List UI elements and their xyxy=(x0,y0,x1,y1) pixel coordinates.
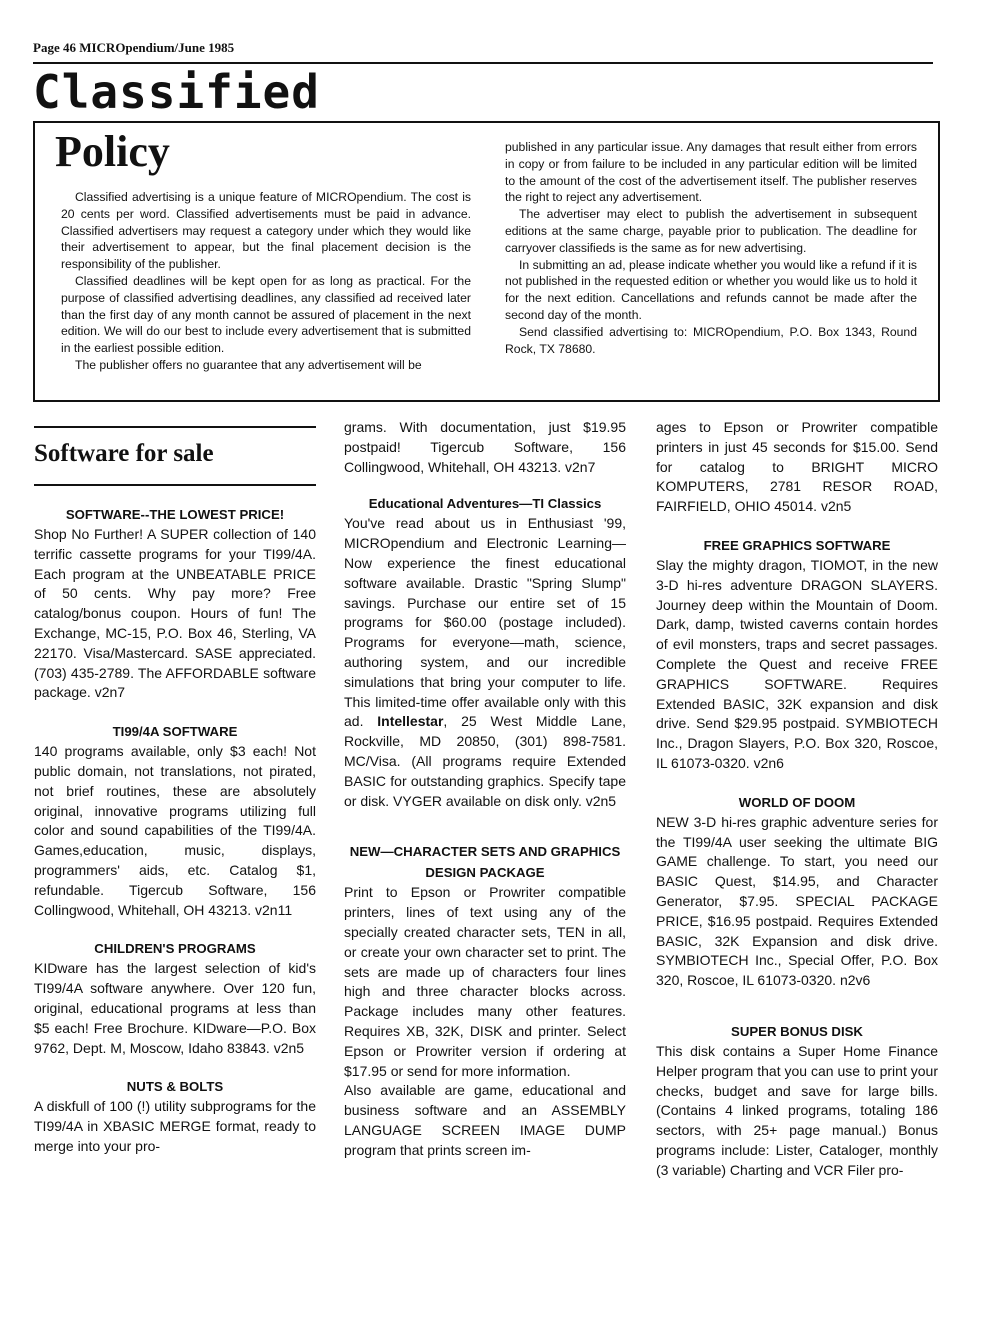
policy-box xyxy=(33,121,940,402)
ad-body-continued: ages to Epson or Prowriter compatible printers in just 45 seconds for $15.00. Send for catalog to BRIGHT MICRO KOMPUTERS, 2781 RESOR ROAD, FAIRFIELD, OHIO 45014. v2n5 xyxy=(656,419,938,515)
ad-body: Also available are game, educational and business software and an ASSEMBLY LANGUAGE SCREEN IMAGE DUMP program that prints screen im- xyxy=(344,1082,626,1158)
section-title: Software for sale xyxy=(34,440,214,467)
ad-heading: WORLD OF DOOM xyxy=(738,794,856,810)
policy-paragraph: published in any particular issue. Any damages that result either from errors in copy or from failure to be included in any particular edition will be limited to the amount of the cost of the advertisement itself. The publisher reserves the right to reject any advertisement. xyxy=(505,140,917,205)
policy-paragraph: In submitting an ad, please indicate whether you would like a refund if it is not published in the requested edition or whether you would like us to hold it for the next edition. Cancellations and refunds cannot be made after the second day of the month. xyxy=(505,257,917,322)
ad-body: KIDware has the largest selection of kid's TI99/4A software anywhere. Over 120 fun, original, educational programs at less than $5 each! Free Brochure. KIDware—P.O. Box 9762, Dept. M, Moscow, Idaho 83843. v2n5 xyxy=(34,960,316,1056)
ad-text: , 25 West Middle Lane, Rockville, MD 20850, (301) 898-7581. MC/Visa. (All programs require Extended BASIC for outstanding graphics. Specify tape or disk. VYGER available on disk only. v2n5 xyxy=(344,713,626,809)
ad-heading: FREE GRAPHICS SOFTWARE xyxy=(703,537,891,553)
policy-paragraph: The advertiser may elect to publish the advertisement in subsequent editions at the same charge, payable prior to publication. The deadline for carryover classifieds is the same as for new advertising. xyxy=(505,207,917,255)
section-rule-bottom xyxy=(34,484,316,486)
ad-heading: SUPER BONUS DISK xyxy=(731,1023,863,1039)
ad-heading: CHILDREN'S PROGRAMS xyxy=(94,941,256,957)
policy-right-column xyxy=(505,139,917,357)
ad-heading: NEW—CHARACTER SETS AND GRAPHICS DESIGN PACKAGE xyxy=(349,844,621,881)
ad-body: A diskfull of 100 (!) utility subprograms for the TI99/4A in XBASIC MERGE format, ready to merge into your pro- xyxy=(34,1098,316,1154)
page-folio: Page 46 MICROpendium/June 1985 xyxy=(33,40,235,55)
policy-left-column xyxy=(61,189,471,374)
ad-body: This disk contains a Super Home Finance Helper program that you can use to print your checks, budget and save for large bills. (Contains 4 linked programs, totaling 186 sectors, with 25+ page manual.) Bonus programs include: Lister, Cataloger, monthly (3 variable) Charting and VCR Filer pro- xyxy=(656,1042,938,1178)
ad-body xyxy=(344,514,626,811)
ad-heading: Educational Adventures—TI Classics xyxy=(368,496,602,512)
policy-paragraph: Classified advertising is a unique feature of MICROpendium. The cost is 20 cents per word. Classified advertisements must be paid in advance. Classified advertisers may request a category under which they would like their advertisement to appear, but the final placement decision is the responsibility of the publisher. xyxy=(61,190,471,272)
policy-title: Policy xyxy=(55,127,170,176)
ad-text: You've read about us in Enthusiast '99, MICROpendium and Electronic Learning—Now experience the finest educational software available. Drastic "Spring Slump" savings. Purchase our entire set of 15 programs for $60.00 (postage included). Programs for everyone—math, science, authoring system, and our incredible simulations that bring your computer to life. This limited-time offer available only with this ad. xyxy=(344,515,626,730)
ad-body: 140 programs available, only $3 each! Not public domain, not translations, not pirated, not brief routines, these are absolutely original, innovative programs utilizing full color and sound capabilities of the TI99/4A. Games,education, music, displays, programmers' aids, etc. Catalog $1, refundable. Tigercub Software, 156 Collingwood, Whitehall, OH 43213. v2n11 xyxy=(34,743,316,918)
policy-paragraph: Classified deadlines will be kept open for as long as practical. For the purpose of classified advertising deadlines, any classified ad received later than the first day of any month cannot be assured of placement in the next edition. We will do our best to include every advertisement that is submitted in the earliest possible edition. xyxy=(61,273,471,356)
column-3 xyxy=(656,418,938,1181)
column-2 xyxy=(344,418,626,1161)
ad-heading: SOFTWARE--THE LOWEST PRICE! xyxy=(65,507,285,522)
column-1 xyxy=(34,418,316,1157)
ad-body-continued: grams. With documentation, just $19.95 postpaid! Tigercub Software, 156 Collingwood, Whitehall, OH 43213. v2n7 xyxy=(344,419,626,475)
ad-body: Shop No Further! A SUPER collection of 140 terrific cassette programs for your TI99/4A. Each program at the UNBEATABLE PRICE of 50 cents. Why pay more? Free catalog/bonus coupon. Hours of fun! The Exchange, MC-15, P.O. Box 46, Sterling, VA 22170. Visa/Mastercard. SASE appreciated. (703) 435-2789. The AFFORDABLE software package. v2n7 xyxy=(34,526,316,701)
company-name: Intellestar xyxy=(377,713,444,730)
policy-paragraph: Send classified advertising to: MICROpendium, P.O. Box 1343, Round Rock, TX 78680. xyxy=(505,324,917,356)
ad-body: Print to Epson or Prowriter compatible printers, lines of text using any of the specially created character sets, TEN in all, or create your own character set to print. The sets are made up of characters four lines high and three character blocks across. Package includes many other features. Requires XB, 32K, DISK and printer. Select Epson or Prowriter version if ordering at $17.95 or send for more information. xyxy=(344,884,626,1079)
ad-body: Slay the mighty dragon, TIOMOT, in the new 3-D hi-res adventure DRAGON SLAYERS. Journey deep within the Mountain of Doom. Dark, damp, twisted caverns contain hordes of evil monsters, traps and secret passages. Complete the Quest and receive FREE GRAPHICS SOFTWARE. Requires Extended BASIC, 32K expansion and disk drive. Send $29.95 postpaid. SYMBIOTECH Inc., Dragon Slayers, P.O. Box 320, Roscoe, IL 61073-0320. v2n6 xyxy=(656,556,938,771)
section-rule-top xyxy=(34,426,316,428)
ad-heading: TI99/4A SOFTWARE xyxy=(112,724,238,740)
policy-paragraph: The publisher offers no guarantee that any advertisement will be xyxy=(75,357,422,372)
ad-heading: NUTS & BOLTS xyxy=(126,1079,224,1095)
classified-banner: Classified xyxy=(33,65,320,119)
header-rule xyxy=(33,62,933,64)
ad-body: NEW 3-D hi-res graphic adventure series for the TI99/4A user seeking the ultimate BIG GAME challenge. To start, you need our BASIC Quest, $14.95, and Character Generator, $7.95. SPECIAL PACKAGE PRICE, $16.95 postpaid. Requires Extended BASIC, 32K Expansion and disk drive. SYMBIOTECH Inc., Special Offer, P.O. Box 320, Roscoe, IL 61073-0320. n2v6 xyxy=(656,813,938,989)
